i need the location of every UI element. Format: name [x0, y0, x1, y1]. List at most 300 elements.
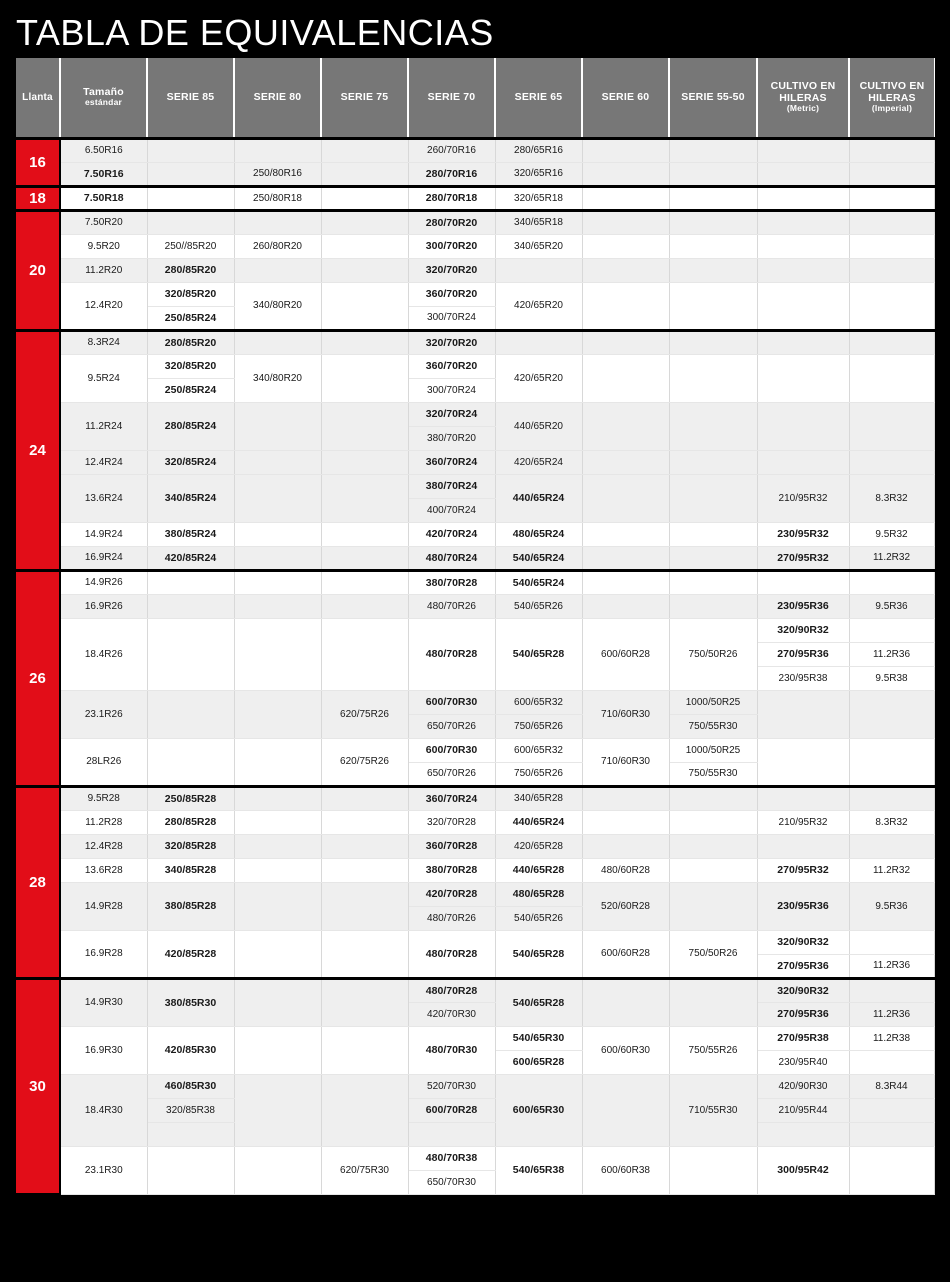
table-cell-empty — [849, 450, 934, 474]
table-cell-empty — [234, 330, 321, 354]
table-cell-empty — [849, 330, 934, 354]
table-cell-empty — [582, 162, 669, 186]
table-cell: 8.3R32 — [849, 474, 934, 522]
table-cell-empty — [582, 330, 669, 354]
column-header-label: SERIE 80 — [253, 91, 302, 104]
table-cell: 320/85R38 — [147, 1098, 234, 1122]
table-cell: 420/65R28 — [495, 834, 582, 858]
table-cell-empty — [321, 402, 408, 450]
table-cell-empty — [582, 546, 669, 570]
table-cell-empty — [582, 354, 669, 402]
table-cell-empty — [234, 138, 321, 162]
table-cell: 320/70R20 — [408, 330, 495, 354]
table-cell: 340/80R20 — [234, 354, 321, 402]
table-cell: 360/70R24 — [408, 786, 495, 810]
table-cell: 600/70R28 — [408, 1098, 495, 1122]
table-row — [16, 258, 934, 282]
table-cell-empty — [321, 474, 408, 522]
table-cell: 11.2R36 — [849, 954, 934, 978]
table-cell: 210/95R44 — [757, 1098, 849, 1122]
table-row — [16, 474, 934, 498]
table-row — [16, 570, 934, 594]
table-row — [16, 618, 934, 642]
table-cell-empty — [849, 618, 934, 642]
table-cell-empty — [321, 882, 408, 930]
table-cell: 540/65R30 — [495, 1026, 582, 1050]
table-cell: 420/85R24 — [147, 546, 234, 570]
table-cell: 440/65R24 — [495, 474, 582, 522]
table-cell: 14.9R30 — [60, 978, 147, 1026]
table-cell-empty — [669, 834, 757, 858]
table-cell: 270/95R32 — [757, 546, 849, 570]
table-row — [16, 330, 934, 354]
table-cell-empty — [234, 1074, 321, 1146]
table-row — [16, 162, 934, 186]
table-cell-empty — [849, 1050, 934, 1074]
table-cell: 420/90R30 — [757, 1074, 849, 1098]
table-cell: 480/70R30 — [408, 1026, 495, 1074]
table-cell-empty — [408, 1122, 495, 1146]
table-cell: 6.50R16 — [60, 138, 147, 162]
table-cell-empty — [849, 234, 934, 258]
table-cell-empty — [669, 570, 757, 594]
table-cell: 8.3R32 — [849, 810, 934, 834]
table-cell: 750/65R26 — [495, 762, 582, 786]
table-cell-empty — [147, 210, 234, 234]
table-cell: 320/70R20 — [408, 258, 495, 282]
table-cell: 230/95R36 — [757, 594, 849, 618]
table-cell-empty — [669, 786, 757, 810]
table-cell-empty — [669, 402, 757, 450]
table-cell-empty — [321, 138, 408, 162]
table-cell: 210/95R32 — [757, 474, 849, 522]
table-cell: 480/60R28 — [582, 858, 669, 882]
table-cell: 440/65R24 — [495, 810, 582, 834]
table-cell: 7.50R18 — [60, 186, 147, 210]
table-cell: 750/55R30 — [669, 762, 757, 786]
table-cell: 320/90R32 — [757, 978, 849, 1002]
table-cell-empty — [582, 138, 669, 162]
table-row — [16, 1074, 934, 1098]
table-cell-empty — [582, 450, 669, 474]
table-cell: 320/85R24 — [147, 450, 234, 474]
table-cell: 340/65R20 — [495, 234, 582, 258]
table-cell: 440/65R28 — [495, 858, 582, 882]
table-cell: 520/70R30 — [408, 1074, 495, 1098]
table-cell-empty — [321, 1026, 408, 1074]
table-row — [16, 234, 934, 258]
table-cell-empty — [849, 210, 934, 234]
table-cell-empty — [321, 834, 408, 858]
table-cell: 600/65R32 — [495, 738, 582, 762]
table-cell: 280/85R20 — [147, 330, 234, 354]
table-cell-empty — [669, 162, 757, 186]
table-cell: 270/95R36 — [757, 642, 849, 666]
table-cell: 11.2R38 — [849, 1026, 934, 1050]
table-row — [16, 834, 934, 858]
table-cell-empty — [582, 810, 669, 834]
table-cell-empty — [234, 594, 321, 618]
table-cell: 11.2R24 — [60, 402, 147, 450]
table-cell: 480/70R26 — [408, 906, 495, 930]
table-cell-empty — [321, 570, 408, 594]
table-cell: 540/65R26 — [495, 906, 582, 930]
column-header-sublabel: estándar — [84, 97, 123, 108]
table-cell-empty — [849, 930, 934, 954]
table-cell-empty — [849, 690, 934, 738]
table-cell: 620/75R30 — [321, 1146, 408, 1194]
table-row — [16, 354, 934, 378]
table-cell: 710/60R30 — [582, 690, 669, 738]
table-cell: 280/85R20 — [147, 258, 234, 282]
table-row — [16, 594, 934, 618]
table-cell-empty — [234, 474, 321, 522]
table-cell: 620/75R26 — [321, 690, 408, 738]
table-cell: 260/80R20 — [234, 234, 321, 258]
table-cell: 340/85R24 — [147, 474, 234, 522]
table-cell: 9.5R38 — [849, 666, 934, 690]
table-cell-empty — [234, 834, 321, 858]
table-cell: 600/65R32 — [495, 690, 582, 714]
column-header-serie5550 — [669, 58, 757, 138]
table-cell: 650/70R26 — [408, 762, 495, 786]
table-cell-empty — [757, 786, 849, 810]
table-cell: 16.9R26 — [60, 594, 147, 618]
table-cell: 230/95R38 — [757, 666, 849, 690]
table-cell-empty — [669, 354, 757, 402]
table-cell: 270/95R38 — [757, 1026, 849, 1050]
table-cell-empty — [234, 258, 321, 282]
table-cell: 210/95R32 — [757, 810, 849, 834]
table-cell-empty — [669, 210, 757, 234]
table-cell-empty — [669, 594, 757, 618]
table-cell: 480/70R28 — [408, 930, 495, 978]
column-header-serie75 — [321, 58, 408, 138]
table-cell: 12.4R20 — [60, 282, 147, 330]
equivalency-table — [16, 58, 935, 1195]
table-cell: 340/80R20 — [234, 282, 321, 330]
table-cell: 300/70R24 — [408, 306, 495, 330]
table-cell-empty — [669, 474, 757, 522]
table-cell-empty — [582, 258, 669, 282]
column-header-label: Llanta — [22, 91, 53, 103]
column-header-label: SERIE 60 — [601, 91, 650, 104]
table-cell: 540/65R24 — [495, 546, 582, 570]
table-cell-empty — [849, 402, 934, 450]
table-cell-empty — [321, 450, 408, 474]
rim-group-20: 20 — [16, 210, 60, 330]
table-row — [16, 930, 934, 954]
table-cell: 600/65R28 — [495, 1050, 582, 1074]
table-cell-empty — [147, 594, 234, 618]
table-cell-empty — [495, 258, 582, 282]
table-cell-empty — [321, 546, 408, 570]
table-cell: 320/90R32 — [757, 930, 849, 954]
table-cell-empty — [849, 1098, 934, 1122]
table-cell-empty — [234, 570, 321, 594]
table-cell-empty — [582, 402, 669, 450]
page-title: TABLA DE EQUIVALENCIAS — [16, 12, 494, 53]
table-row — [16, 522, 934, 546]
table-cell-empty — [321, 162, 408, 186]
table-cell: 750/65R26 — [495, 714, 582, 738]
bottom-bar — [0, 1195, 950, 1205]
table-cell: 11.2R28 — [60, 810, 147, 834]
table-row — [16, 282, 934, 306]
table-row — [16, 978, 934, 1002]
table-cell-empty — [495, 330, 582, 354]
table-cell: 300/70R20 — [408, 234, 495, 258]
table-cell-empty — [234, 786, 321, 810]
rim-group-30: 30 — [16, 978, 60, 1194]
table-cell-empty — [582, 186, 669, 210]
table-cell-empty — [757, 282, 849, 330]
table-cell-empty — [757, 162, 849, 186]
column-header-label: SERIE 70 — [427, 91, 476, 104]
table-cell-empty — [234, 210, 321, 234]
table-row — [16, 690, 934, 714]
table-cell: 460/85R30 — [147, 1074, 234, 1098]
table-cell: 230/95R36 — [757, 882, 849, 930]
table-cell: 270/95R36 — [757, 954, 849, 978]
table-cell-empty — [321, 186, 408, 210]
table-cell-empty — [321, 210, 408, 234]
table-cell: 280/70R16 — [408, 162, 495, 186]
column-header-sublabel: (Metric) — [786, 103, 820, 114]
table-cell: 480/70R24 — [408, 546, 495, 570]
table-cell-empty — [234, 690, 321, 738]
table-cell-empty — [669, 258, 757, 282]
table-cell: 600/60R30 — [582, 1026, 669, 1074]
table-cell: 750/55R26 — [669, 1026, 757, 1074]
table-cell-empty — [669, 522, 757, 546]
table-cell: 750/55R30 — [669, 714, 757, 738]
table-cell: 280/85R28 — [147, 810, 234, 834]
table-cell: 230/95R40 — [757, 1050, 849, 1074]
table-cell: 14.9R28 — [60, 882, 147, 930]
column-header-serie70 — [408, 58, 495, 138]
table-cell-empty — [234, 930, 321, 978]
column-header-serie80 — [234, 58, 321, 138]
table-cell-empty — [234, 1146, 321, 1194]
table-cell-empty — [669, 546, 757, 570]
table-cell-empty — [147, 162, 234, 186]
table-cell: 400/70R24 — [408, 498, 495, 522]
rim-group-28: 28 — [16, 786, 60, 978]
table-cell: 750/50R26 — [669, 618, 757, 690]
table-cell-empty — [757, 210, 849, 234]
table-cell: 420/65R20 — [495, 282, 582, 330]
table-cell-empty — [669, 186, 757, 210]
table-cell-empty — [147, 186, 234, 210]
table-cell: 710/60R30 — [582, 738, 669, 786]
table-cell-empty — [234, 978, 321, 1026]
table-cell: 420/70R28 — [408, 882, 495, 906]
table-cell-empty — [582, 474, 669, 522]
table-cell: 250/85R24 — [147, 306, 234, 330]
table-cell: 380/70R24 — [408, 474, 495, 498]
table-cell: 620/75R26 — [321, 738, 408, 786]
table-cell: 9.5R36 — [849, 594, 934, 618]
table-row — [16, 1146, 934, 1170]
table-cell: 270/95R36 — [757, 1002, 849, 1026]
table-cell: 28LR26 — [60, 738, 147, 786]
table-row — [16, 138, 934, 162]
table-cell: 600/70R30 — [408, 738, 495, 762]
table-cell: 360/70R28 — [408, 834, 495, 858]
table-cell-empty — [147, 690, 234, 738]
table-cell-empty — [147, 1122, 234, 1146]
rim-group-26: 26 — [16, 570, 60, 786]
table-cell: 250/85R24 — [147, 378, 234, 402]
table-cell: 540/65R28 — [495, 978, 582, 1026]
table-cell: 13.6R24 — [60, 474, 147, 522]
table-cell-empty — [757, 402, 849, 450]
table-cell-empty — [757, 570, 849, 594]
table-header — [16, 58, 934, 138]
table-cell-empty — [321, 354, 408, 402]
table-cell: 420/65R20 — [495, 354, 582, 402]
table-cell: 12.4R24 — [60, 450, 147, 474]
table-row — [16, 1098, 934, 1122]
table-cell: 16.9R28 — [60, 930, 147, 978]
table-cell: 16.9R24 — [60, 546, 147, 570]
table-cell-empty — [321, 786, 408, 810]
table-cell: 540/65R38 — [495, 1146, 582, 1194]
table-cell-empty — [669, 234, 757, 258]
table-cell: 600/70R30 — [408, 690, 495, 714]
table-cell-empty — [582, 282, 669, 330]
column-header-tamano — [60, 58, 147, 138]
table-cell: 320/65R16 — [495, 162, 582, 186]
table-header-row — [16, 58, 934, 138]
column-header-label: SERIE 65 — [514, 91, 563, 104]
table-cell-empty — [234, 402, 321, 450]
table-cell-empty — [582, 834, 669, 858]
table-cell: 480/70R38 — [408, 1146, 495, 1170]
table-cell-empty — [321, 978, 408, 1026]
table-cell: 540/65R24 — [495, 570, 582, 594]
table-cell: 420/85R28 — [147, 930, 234, 978]
table-cell-empty — [757, 1122, 849, 1146]
table-cell-empty — [669, 810, 757, 834]
table-cell-empty — [234, 450, 321, 474]
table-cell: 11.2R32 — [849, 858, 934, 882]
table-cell: 16.9R30 — [60, 1026, 147, 1074]
table-cell-empty — [849, 354, 934, 402]
table-cell-empty — [669, 1146, 757, 1194]
table-cell: 340/85R28 — [147, 858, 234, 882]
column-header-cultivometric — [757, 58, 849, 138]
table-cell-empty — [757, 330, 849, 354]
table-cell-empty — [582, 786, 669, 810]
table-cell: 480/70R26 — [408, 594, 495, 618]
table-cell: 9.5R20 — [60, 234, 147, 258]
table-row — [16, 858, 934, 882]
column-header-cultivoimp — [849, 58, 934, 138]
table-cell: 14.9R26 — [60, 570, 147, 594]
table-cell: 320/70R28 — [408, 810, 495, 834]
table-cell-empty — [582, 522, 669, 546]
table-cell: 440/65R20 — [495, 402, 582, 450]
table-cell-empty — [849, 162, 934, 186]
table-cell-empty — [582, 594, 669, 618]
table-row — [16, 1122, 934, 1146]
table-cell: 420/85R30 — [147, 1026, 234, 1074]
table-cell: 600/65R30 — [495, 1074, 582, 1146]
table-cell: 600/60R28 — [582, 930, 669, 978]
table-cell: 520/60R28 — [582, 882, 669, 930]
table-cell: 540/65R28 — [495, 618, 582, 690]
table-cell-empty — [234, 1026, 321, 1074]
table-cell: 380/85R24 — [147, 522, 234, 546]
table-cell-empty — [234, 546, 321, 570]
table-cell: 710/55R30 — [669, 1074, 757, 1146]
table-cell-empty — [849, 1146, 934, 1194]
column-header-serie60 — [582, 58, 669, 138]
table-cell: 280/65R16 — [495, 138, 582, 162]
table-cell: 260/70R16 — [408, 138, 495, 162]
table-cell: 380/70R28 — [408, 570, 495, 594]
table-cell: 8.3R44 — [849, 1074, 934, 1098]
table-cell-empty — [849, 258, 934, 282]
table-cell-empty — [321, 1074, 408, 1146]
table-cell-empty — [321, 594, 408, 618]
table-cell-empty — [234, 858, 321, 882]
table-cell-empty — [757, 258, 849, 282]
table-cell-empty — [849, 834, 934, 858]
table-row — [16, 186, 934, 210]
table-cell: 300/95R42 — [757, 1146, 849, 1194]
table-cell-empty — [147, 570, 234, 594]
table-cell-empty — [849, 978, 934, 1002]
table-cell-empty — [669, 282, 757, 330]
table-cell-empty — [849, 138, 934, 162]
table-row — [16, 450, 934, 474]
table-cell: 320/70R24 — [408, 402, 495, 426]
table-row — [16, 810, 934, 834]
table-cell-empty — [757, 186, 849, 210]
table-cell-empty — [147, 138, 234, 162]
table-cell: 540/65R28 — [495, 930, 582, 978]
table-cell-empty — [757, 234, 849, 258]
table-cell-empty — [234, 618, 321, 690]
table-cell: 12.4R28 — [60, 834, 147, 858]
table-cell: 1000/50R25 — [669, 690, 757, 714]
table-cell-empty — [669, 882, 757, 930]
table-cell-empty — [147, 1146, 234, 1194]
column-header-sublabel: (Imperial) — [871, 103, 913, 114]
table-cell: 360/70R20 — [408, 282, 495, 306]
table-cell: 480/70R28 — [408, 618, 495, 690]
table-cell-empty — [757, 138, 849, 162]
table-cell: 280/70R20 — [408, 210, 495, 234]
rim-group-16: 16 — [16, 138, 60, 186]
table-cell: 380/85R28 — [147, 882, 234, 930]
column-header-llanta — [16, 58, 60, 138]
table-cell: 9.5R36 — [849, 882, 934, 930]
table-cell-empty — [669, 138, 757, 162]
table-cell-empty — [234, 522, 321, 546]
column-header-label: SERIE 85 — [166, 91, 215, 104]
table-cell: 650/70R26 — [408, 714, 495, 738]
table-cell-empty — [321, 330, 408, 354]
table-cell: 11.2R32 — [849, 546, 934, 570]
table-cell: 18.4R30 — [60, 1074, 147, 1146]
table-row — [16, 210, 934, 234]
table-cell: 380/70R20 — [408, 426, 495, 450]
table-cell: 280/85R24 — [147, 402, 234, 450]
